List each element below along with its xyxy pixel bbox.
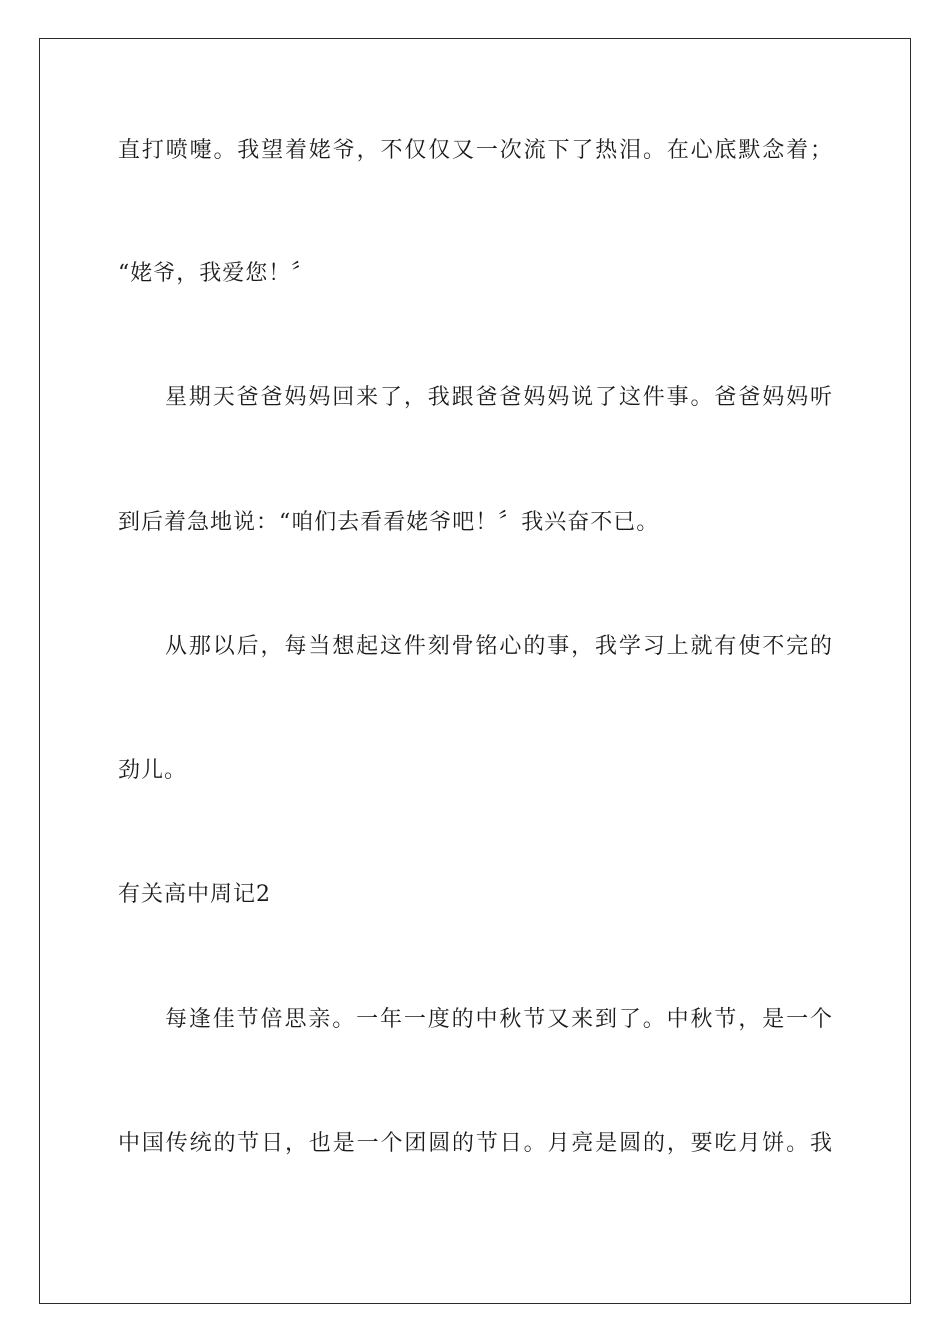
text-line: 到后着急地说：“咱们去看看姥爷吧！〞我兴奋不已。	[118, 510, 660, 535]
text-line: 中国传统的节日，也是一个团圆的节日。月亮是圆的，要吃月饼。我	[118, 1131, 832, 1156]
text-line: 直打喷嚏。我望着姥爷，不仅仅又一次流下了热泪。在心底默念着；	[118, 138, 832, 163]
page-border	[39, 38, 911, 1304]
text-line: “姥爷，我爱您！〞	[118, 261, 315, 286]
text-line: 劲儿。	[118, 758, 188, 783]
section-heading: 有关高中周记2	[118, 882, 271, 907]
paragraph-start-line: 每逢佳节倍思亲。一年一度的中秋节又来到了。中秋节，是一个	[165, 1007, 832, 1032]
paragraph-start-line: 从那以后，每当想起这件刻骨铭心的事，我学习上就有使不完的	[165, 634, 832, 659]
paragraph-start-line: 星期天爸爸妈妈回来了，我跟爸爸妈妈说了这件事。爸爸妈妈听	[165, 385, 832, 410]
